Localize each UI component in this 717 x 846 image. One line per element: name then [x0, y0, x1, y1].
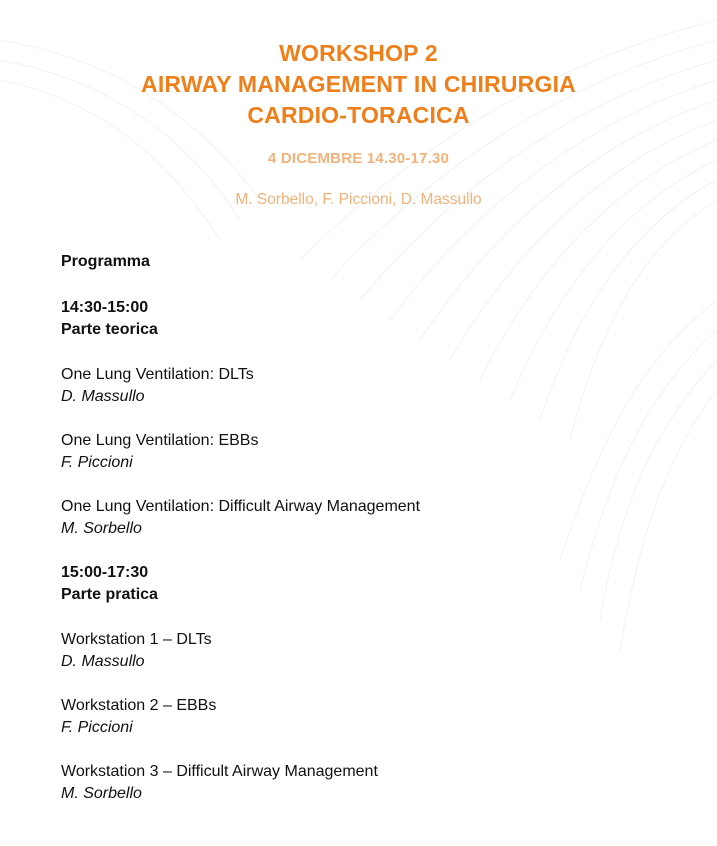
title-line-2: AIRWAY MANAGEMENT IN CHIRURGIA — [141, 71, 576, 97]
item-title: One Lung Ventilation: EBBs — [61, 432, 259, 449]
section-time: 15:00-17:30 — [61, 564, 149, 581]
program-heading: Programma — [61, 253, 150, 270]
program-item — [61, 430, 681, 474]
workshop-title — [0, 38, 717, 131]
item-title: Workstation 1 – DLTs — [61, 631, 212, 648]
header — [0, 38, 717, 209]
section-name: Parte teorica — [61, 321, 158, 338]
item-speaker: F. Piccioni — [61, 454, 133, 471]
program-item — [61, 695, 681, 739]
section-name: Parte pratica — [61, 586, 158, 603]
item-speaker: M. Sorbello — [61, 520, 142, 537]
item-title: One Lung Ventilation: Difficult Airway Management — [61, 498, 421, 515]
title-line-1: WORKSHOP 2 — [279, 40, 438, 66]
item-speaker: F. Piccioni — [61, 719, 133, 736]
section-time: 14:30-15:00 — [61, 299, 149, 316]
workshop-authors: M. Sorbello, F. Piccioni, D. Massullo — [235, 191, 482, 208]
program-item — [61, 364, 681, 408]
item-title: Workstation 3 – Difficult Airway Management — [61, 763, 378, 780]
program-item — [61, 761, 681, 805]
program-content — [61, 251, 681, 827]
item-title: One Lung Ventilation: DLTs — [61, 366, 254, 383]
item-title: Workstation 2 – EBBs — [61, 697, 217, 714]
section-theory — [61, 297, 681, 341]
program-item — [61, 496, 681, 540]
program-item — [61, 629, 681, 673]
item-speaker: M. Sorbello — [61, 785, 142, 802]
workshop-date: 4 DICEMBRE 14.30-17.30 — [267, 150, 450, 167]
item-speaker: D. Massullo — [61, 388, 145, 405]
title-line-3: CARDIO-TORACICA — [247, 102, 470, 128]
item-speaker: D. Massullo — [61, 653, 145, 670]
section-practice — [61, 562, 681, 606]
